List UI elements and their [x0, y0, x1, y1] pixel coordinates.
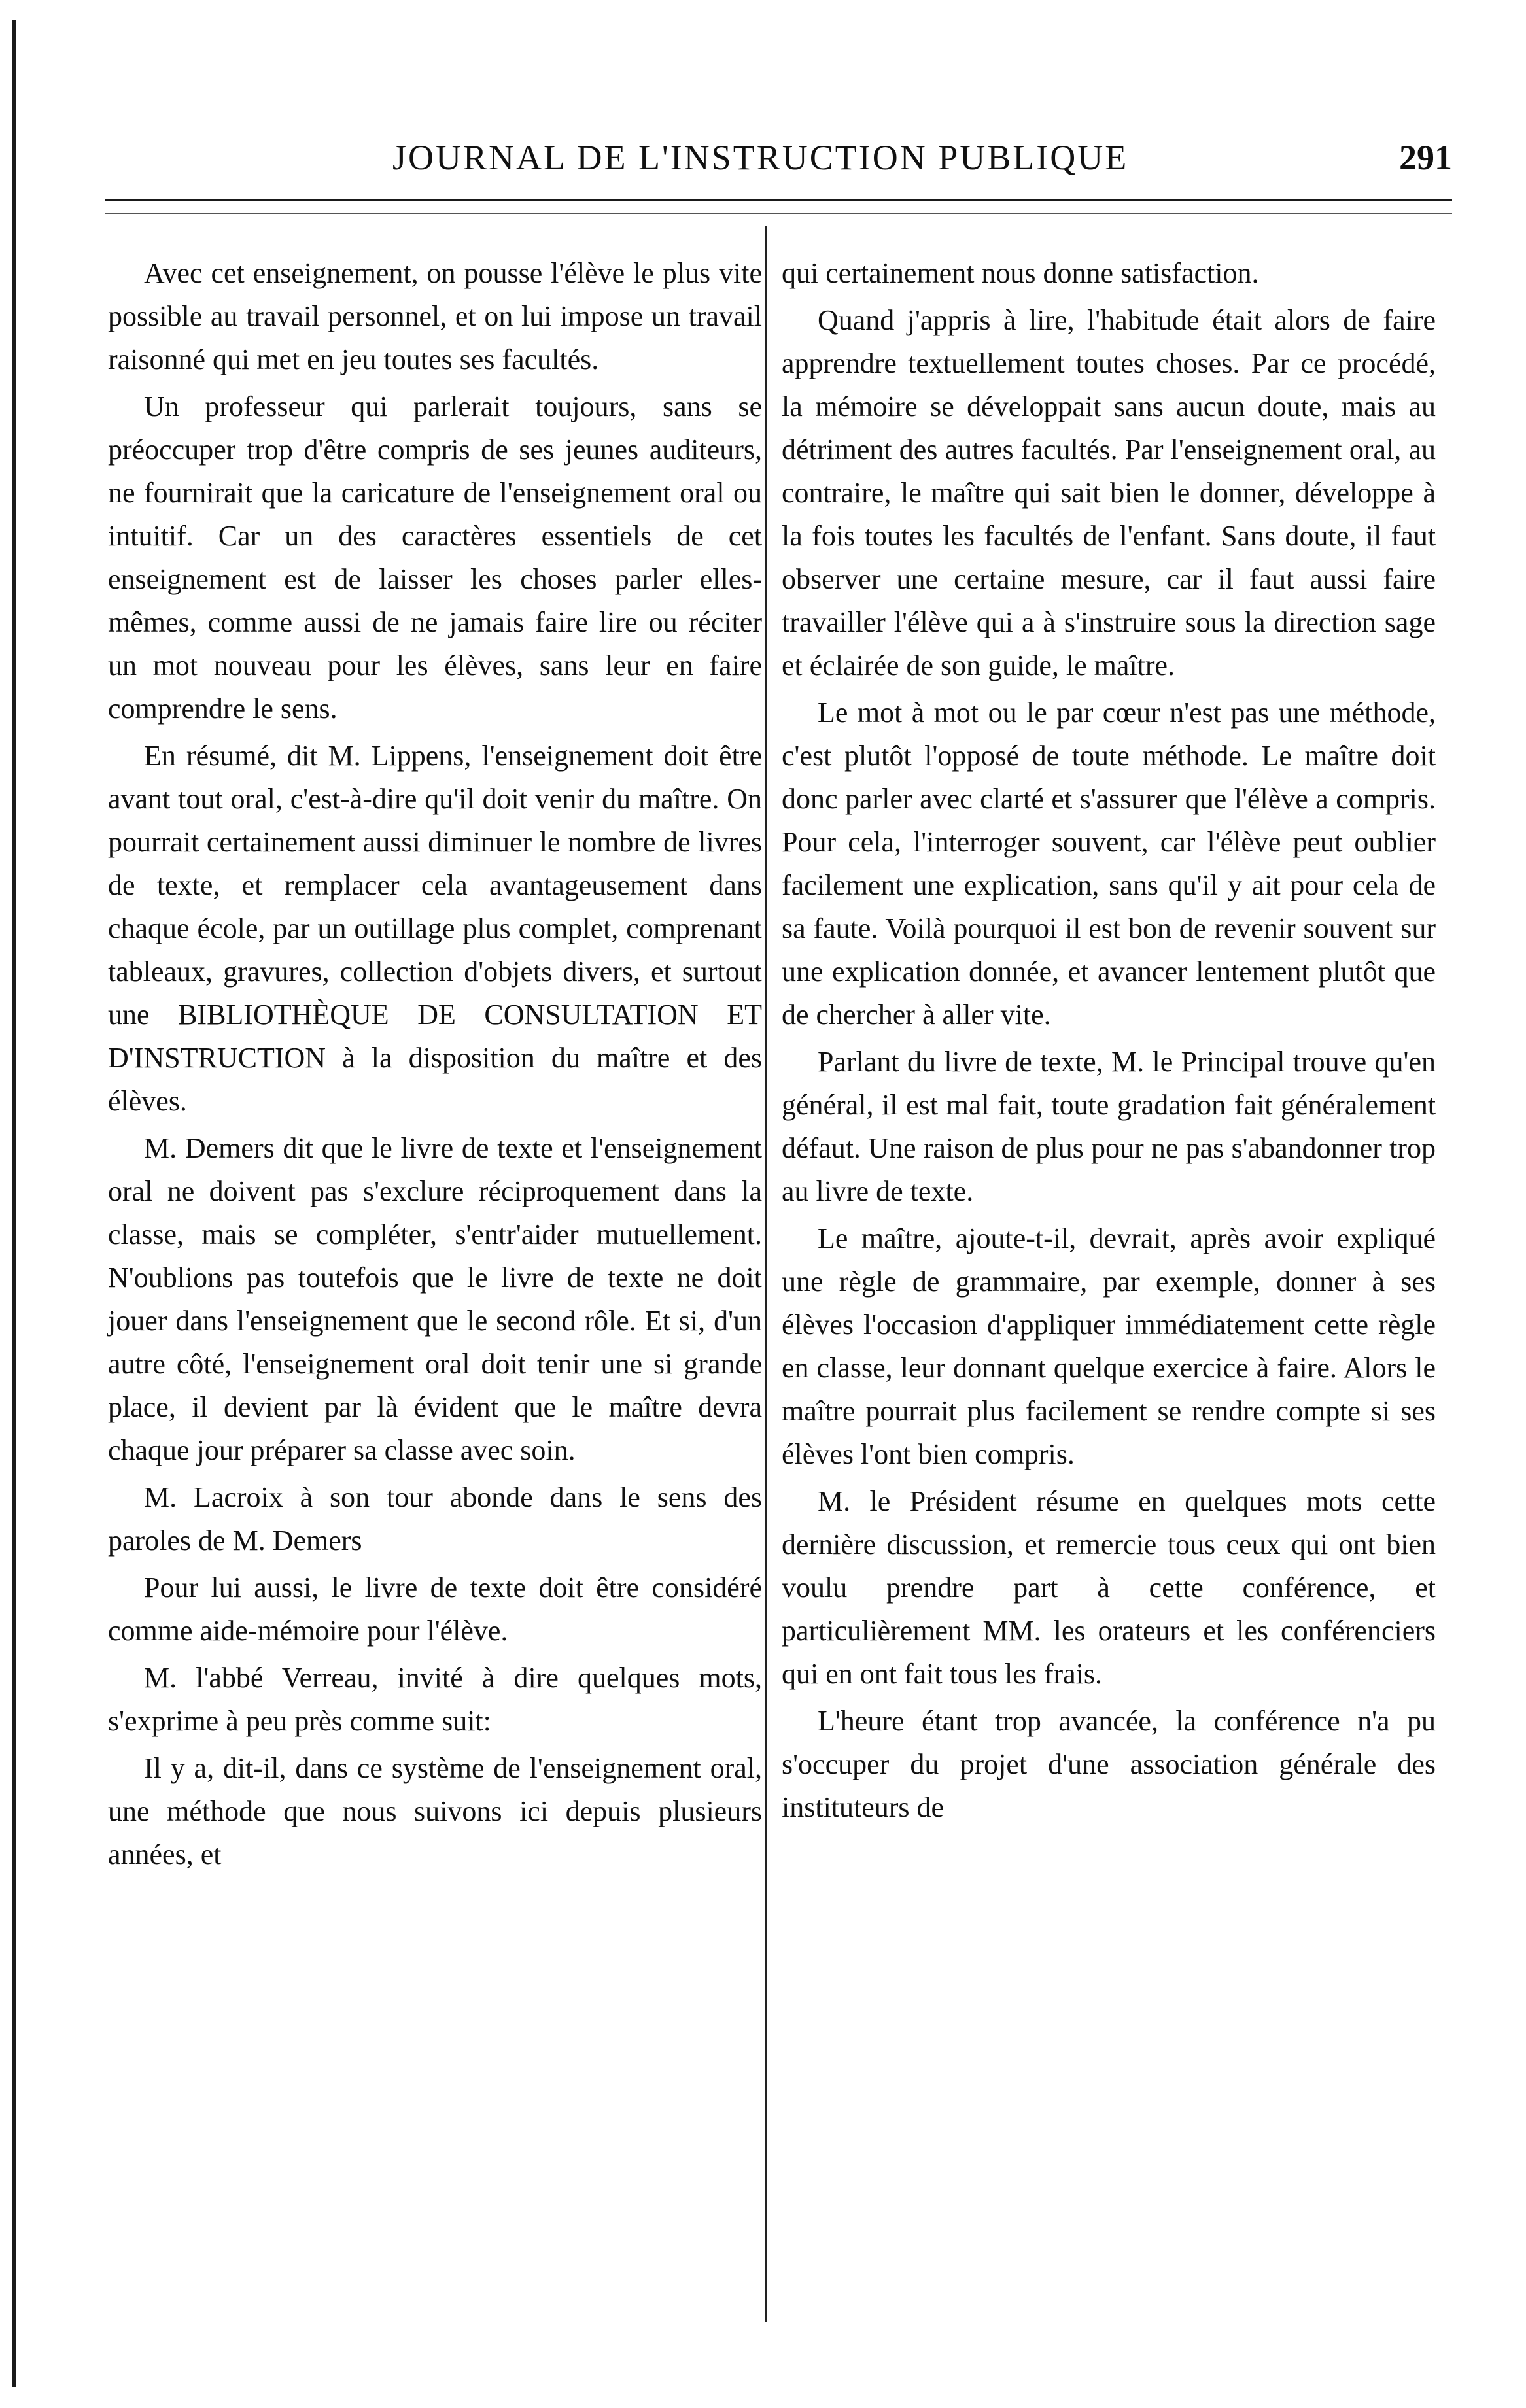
paragraph: M. l'abbé Verreau, invité à dire quelques mots, s'exprime à peu près comme suit: [108, 1662, 762, 1737]
paragraph: Un professeur qui parlerait toujours, sans se préoccuper trop d'être compris de ses jeunes auditeurs, ne fournirait que la caricature de l'enseignement oral ou intuitif. Car un des caractères essentiels de cet enseignement est de laisser les choses parler elles-mêmes, comme aussi de ne jamais faire lire ou réciter un mot nouveau pour les élèves, sans leur en faire comprendre le sens. [108, 390, 762, 725]
header-rule-thin [105, 213, 1452, 214]
running-title: JOURNAL DE L'INSTRUCTION PUBLIQUE [392, 138, 1129, 177]
paragraph: Quand j'appris à lire, l'habitude était alors de faire apprendre textuellement toutes choses. Par ce procédé, la mémoire se développait sans aucun doute, mais au détriment des autres facultés. Par l'enseignement oral, au contraire, le maître qui sait bien le donner, développe à la fois toutes les facultés de l'enfant. Sans doute, il faut observer une certaine mesure, car il faut aussi faire travailler l'élève qui a à s'instruire sous la direction sage et éclairée de son guide, le maître. [782, 304, 1436, 681]
paragraph: M. le Président résume en quelques mots cette dernière discussion, et remercie tous ceux qui ont bien voulu prendre part à cette conférence, et particulièrement MM. les orateurs et les conférenciers qui en ont fait tous les frais. [782, 1485, 1436, 1690]
page-number: 291 [1399, 138, 1452, 177]
right-column [782, 252, 1436, 1833]
page-binding-edge [12, 20, 16, 2387]
paragraph: Pour lui aussi, le livre de texte doit être considéré comme aide-mémoire pour l'élève. [108, 1572, 762, 1647]
paragraph: M. Demers dit que le livre de texte et l'enseignement oral ne doivent pas s'exclure réciproquement dans la classe, mais se compléter, s'entr'aider mutuellement. N'oublions pas toutefois que le livre de texte ne doit jouer dans l'enseignement que le second rôle. Et si, d'un autre côté, l'enseignement oral doit tenir une si grande place, il devient par là évident que le maître devra chaque jour préparer sa classe avec soin. [108, 1132, 762, 1466]
paragraph: M. Lacroix à son tour abonde dans le sens des paroles de M. Demers [108, 1481, 762, 1557]
header-rule [105, 199, 1452, 201]
paragraph: Le mot à mot ou le par cœur n'est pas une méthode, c'est plutôt l'opposé de toute méthode. Le maître doit donc parler avec clarté et s'assurer que l'élève a compris. Pour cela, l'interroger souvent, car l'élève peut oublier facilement une explication, sans qu'il y ait pour cela de sa faute. Voilà pourquoi il est bon de revenir souvent sur une explication donnée, et avancer lentement plutôt que de chercher à aller vite. [782, 697, 1436, 1031]
paragraph: L'heure étant trop avancée, la conférence n'a pu s'occuper du projet d'une association générale des instituteurs de [782, 1705, 1436, 1823]
paragraph: Avec cet enseignement, on pousse l'élève le plus vite possible au travail personnel, et on lui impose un travail raisonné qui met en jeu toutes ses facultés. [108, 257, 762, 375]
left-column [108, 252, 762, 1880]
column-divider [765, 226, 767, 2322]
paragraph: Le maître, ajoute-t-il, devrait, après avoir expliqué une règle de grammaire, par exemple, donner à ses élèves l'occasion d'appliquer immédiatement cette règle en classe, leur donnant quelque exercice à faire. Alors le maître pourrait plus facilement se rendre compte si ses élèves l'ont bien compris. [782, 1222, 1436, 1470]
paragraph: Il y a, dit-il, dans ce système de l'enseignement oral, une méthode que nous suivons ici depuis plusieurs années, et [108, 1752, 762, 1870]
paragraph-continued: qui certainement nous donne satisfaction. [782, 257, 1259, 289]
paragraph: En résumé, dit M. Lippens, l'enseignement doit être avant tout oral, c'est-à-dire qu'il doit venir du maître. On pourrait certainement aussi diminuer le nombre de livres de texte, et remplacer cela avantageusement dans chaque école, par un outillage plus complet, comprenant tableaux, gravures, collection d'objets divers, et surtout une BIBLIOTHÈQUE DE CONSULTATION ET D'INSTRUCTION à la disposition du maître et des élèves. [108, 740, 762, 1117]
paragraph: Parlant du livre de texte, M. le Principal trouve qu'en général, il est mal fait, toute gradation fait généralement défaut. Une raison de plus pour ne pas s'abandonner trop au livre de texte. [782, 1046, 1436, 1207]
page-header [105, 137, 1452, 183]
